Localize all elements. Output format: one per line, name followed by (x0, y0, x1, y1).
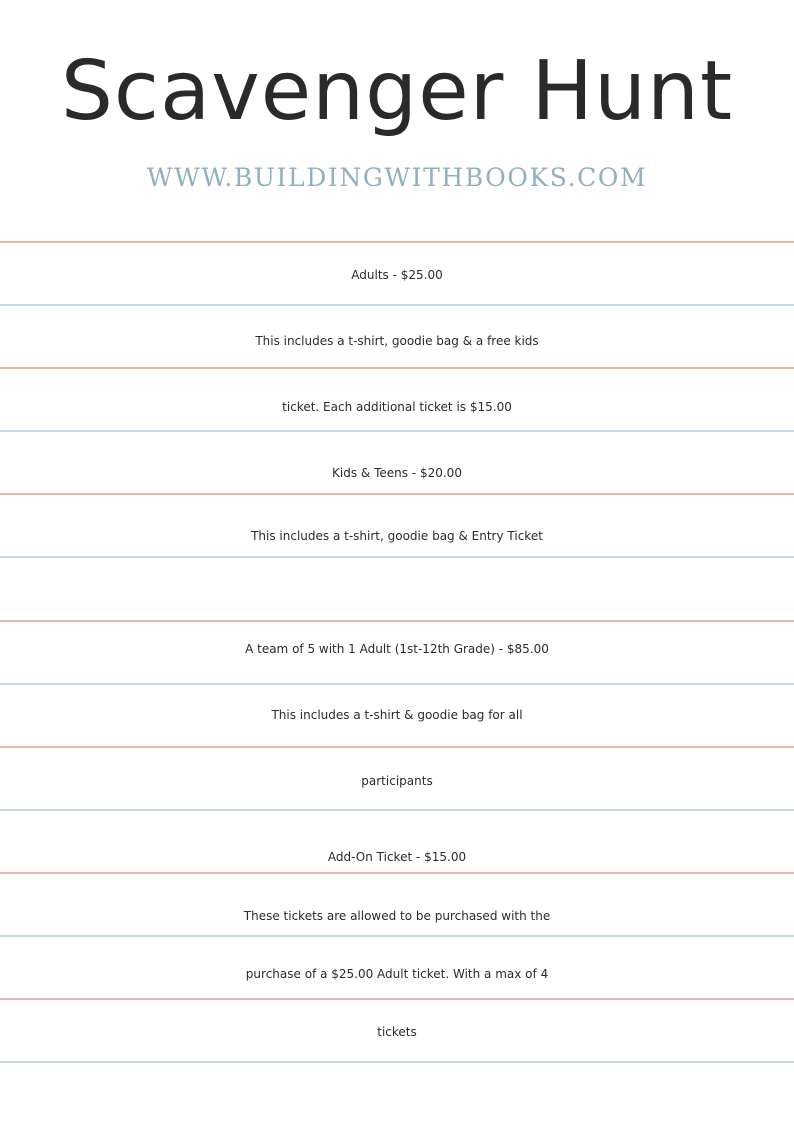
ticket-description-adults-line-1: This includes a t-shirt, goodie bag & a free kids (255, 334, 539, 348)
ticket-description-add-on-line-1: These tickets are allowed to be purchased with the (243, 909, 551, 923)
ruled-line (0, 998, 794, 1000)
ruled-line (0, 493, 794, 495)
ruled-line (0, 746, 794, 748)
ticket-heading-team: A team of 5 with 1 Adult (1st-12th Grade) - $85.00 (245, 642, 549, 656)
ruled-line (0, 304, 794, 306)
ticket-description-team-line-2: participants (361, 774, 433, 788)
ticket-description-add-on-line-3: tickets (377, 1025, 417, 1039)
ruled-line (0, 241, 794, 243)
ticket-heading-adults: Adults - $25.00 (351, 268, 443, 282)
ruled-line (0, 620, 794, 622)
ruled-line (0, 367, 794, 369)
ticket-description-adults-line-2: ticket. Each additional ticket is $15.00 (282, 400, 512, 414)
ticket-heading-kids-teens: Kids & Teens - $20.00 (332, 466, 462, 480)
ruled-line (0, 1061, 794, 1063)
ticket-description-add-on-line-2: purchase of a $25.00 Adult ticket. With a max of 4 (245, 967, 549, 981)
ticket-description-team-line-1: This includes a t-shirt & goodie bag for all (271, 708, 523, 722)
ruled-line (0, 935, 794, 937)
ticket-heading-add-on: Add-On Ticket - $15.00 (327, 850, 467, 864)
ticket-description-kids-teens: This includes a t-shirt, goodie bag & Entry Ticket (251, 529, 543, 543)
page-title: Scavenger Hunt (60, 44, 734, 139)
website-url: WWW.BUILDINGWITHBOOKS.COM (146, 163, 648, 192)
ruled-line (0, 683, 794, 685)
ruled-line (0, 430, 794, 432)
ruled-line (0, 809, 794, 811)
ruled-line (0, 556, 794, 558)
